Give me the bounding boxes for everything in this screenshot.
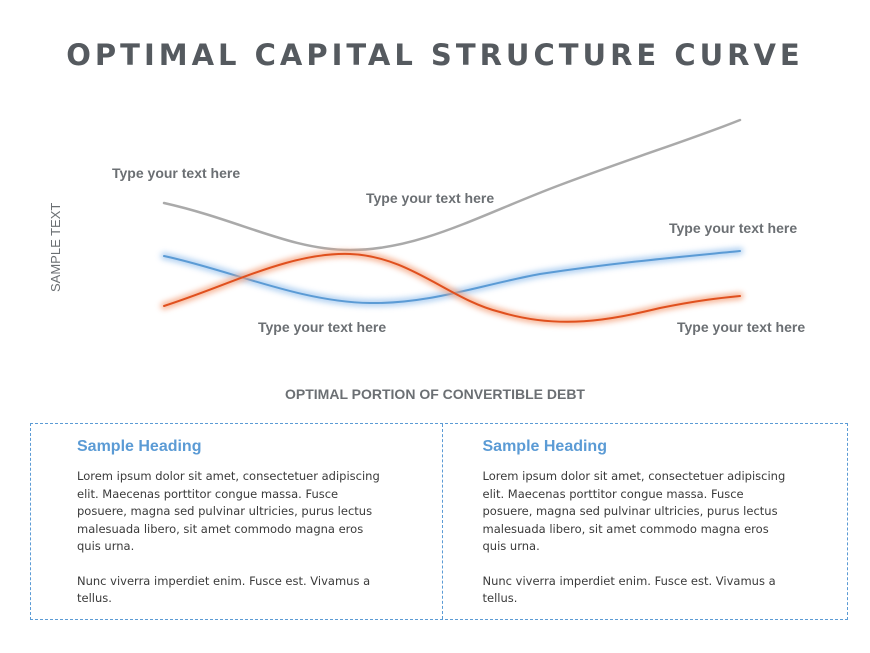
callout-blue-middle: Type your text here: [258, 319, 387, 335]
x-axis-label: OPTIMAL PORTION OF CONVERTIBLE DEBT: [285, 386, 585, 402]
text-panels: [30, 423, 848, 620]
page-title: OPTIMAL CAPITAL STRUCTURE CURVE: [66, 38, 804, 72]
panel-heading: Sample Heading: [482, 438, 607, 455]
callout-gray-middle: Type your text here: [366, 190, 495, 206]
y-axis-label: SAMPLE TEXT: [48, 202, 63, 292]
panel-paragraph: Lorem ipsum dolor sit amet, consectetuer adipiscing elit. Maecenas porttitor congue massa. Fusce posuere, magna sed pulvinar ultricies, purus lectus malesuada libero, sit amet commodo magna eros quis urna.: [482, 469, 786, 553]
text-panel-right: [442, 424, 848, 619]
panel-paragraph: Lorem ipsum dolor sit amet, consectetuer adipiscing elit. Maecenas porttitor congue massa. Fusce posuere, magna sed pulvinar ultricies, purus lectus malesuada libero, sit amet commodo magna eros quis urna.: [77, 469, 380, 553]
text-panel-left: [31, 424, 442, 619]
panel-heading: Sample Heading: [77, 438, 202, 455]
orange-curve-glow: [164, 254, 740, 322]
callout-blue-right: Type your text here: [669, 220, 798, 236]
panel-paragraph: Nunc viverra imperdiet enim. Fusce est. Vivamus a tellus.: [77, 573, 371, 605]
callout-gray-left: Type your text here: [112, 165, 241, 181]
gray-curve: [164, 120, 740, 250]
callout-orange-right: Type your text here: [677, 319, 806, 335]
panel-paragraph: Nunc viverra imperdiet enim. Fusce est. Vivamus a tellus.: [482, 573, 776, 605]
